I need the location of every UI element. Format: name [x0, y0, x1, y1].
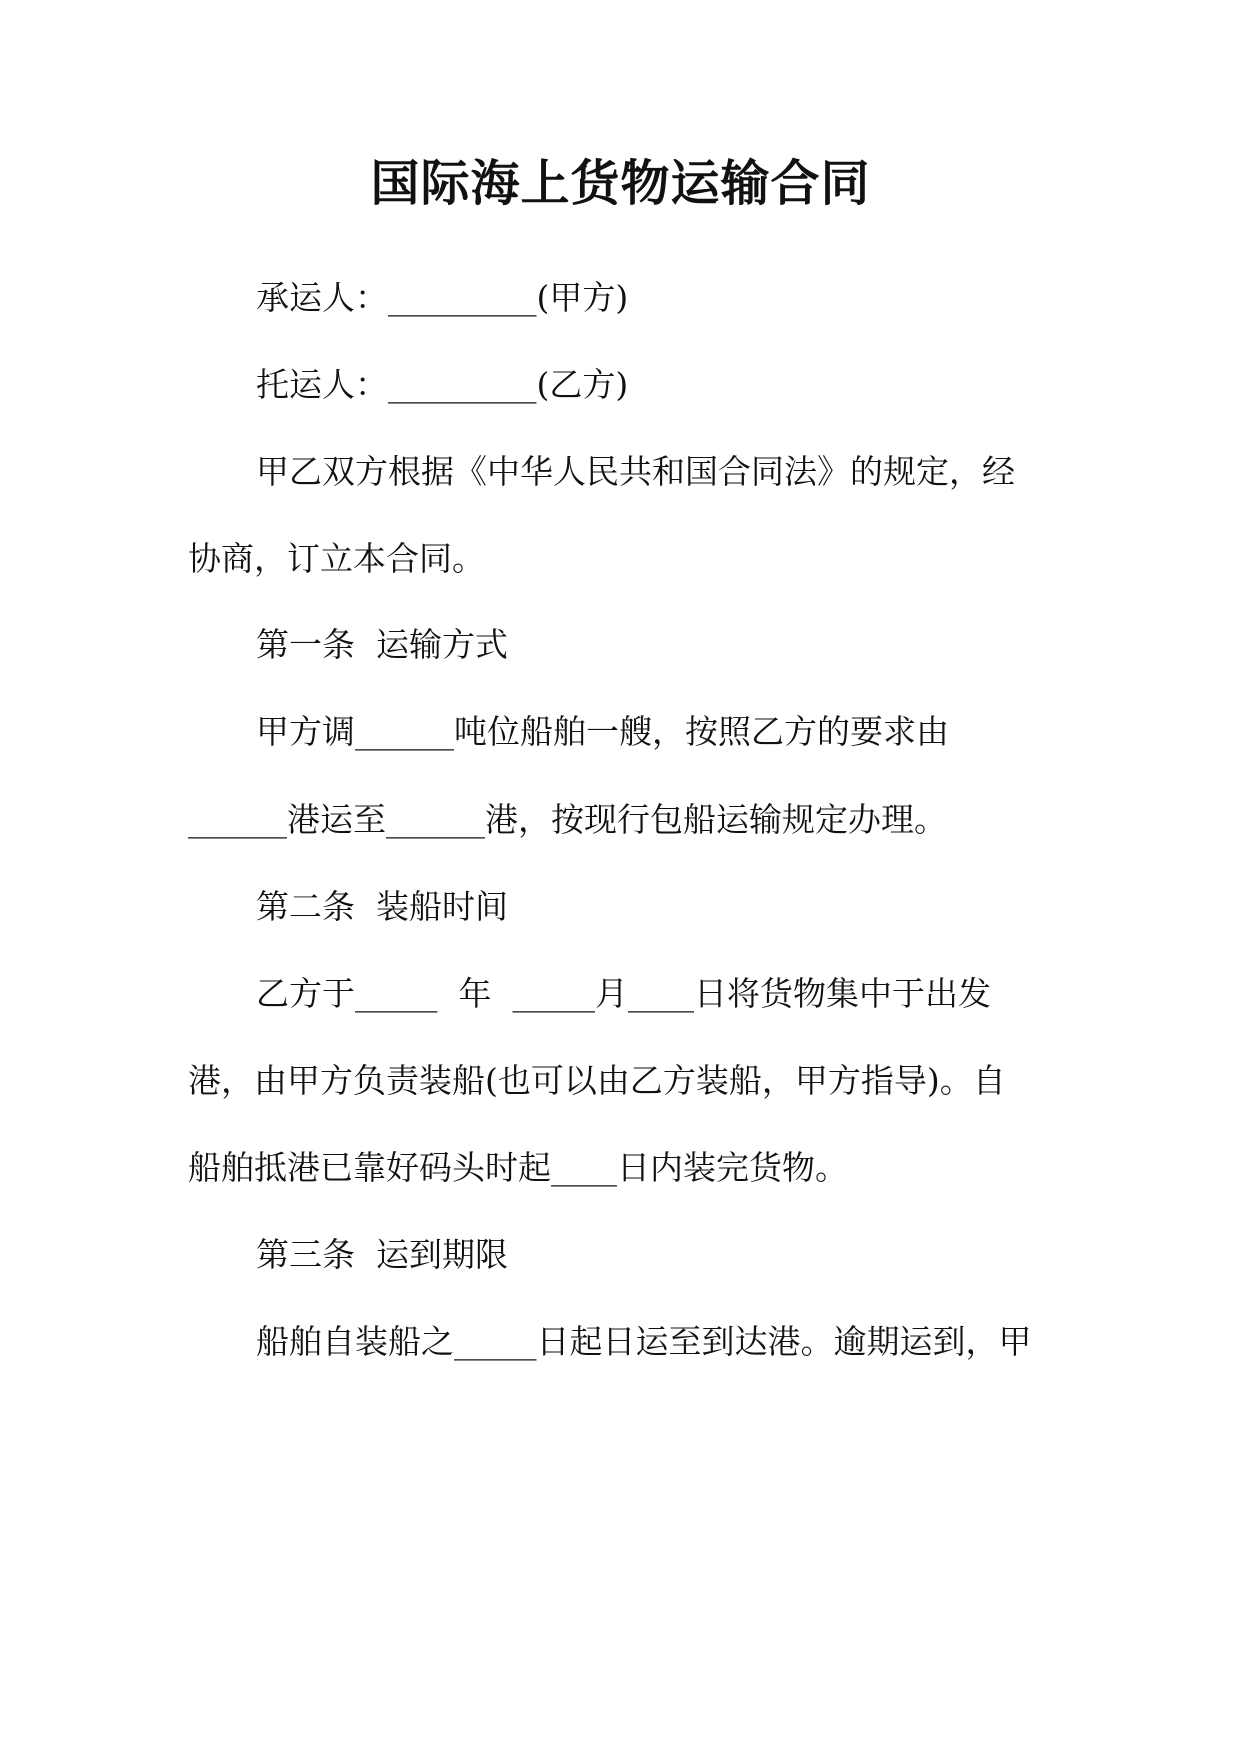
article-2-text-line-1: 乙方于_____ 年 _____月____日将货物集中于出发 [256, 974, 991, 1013]
article-3-heading: 第三条 运到期限 [256, 1235, 508, 1274]
article-1-text-line-2: ______港运至______港，按现行包船运输规定办理。 [188, 800, 947, 839]
preamble-line-2: 协商，订立本合同。 [188, 539, 485, 578]
article-3-text-line-1: 船舶自装船之_____日起日运至到达港。逾期运到，甲 [256, 1322, 1032, 1361]
article-1-text-line-1: 甲方调______吨位船舶一艘，按照乙方的要求由 [256, 712, 949, 751]
article-1-heading: 第一条 运输方式 [256, 625, 508, 664]
shipper-line: 托运人：_________(乙方) [256, 365, 629, 404]
document-title: 国际海上货物运输合同 [370, 154, 871, 212]
article-2-heading: 第二条 装船时间 [256, 887, 508, 926]
article-2-text-line-3: 船舶抵港已靠好码头时起____日内装完货物。 [188, 1148, 848, 1187]
carrier-line: 承运人：_________(甲方) [256, 278, 629, 317]
preamble-line-1: 甲乙双方根据《中华人民共和国合同法》的规定，经 [256, 452, 1015, 491]
article-2-text-line-2: 港，由甲方负责装船(也可以由乙方装船，甲方指导)。自 [188, 1061, 1006, 1100]
